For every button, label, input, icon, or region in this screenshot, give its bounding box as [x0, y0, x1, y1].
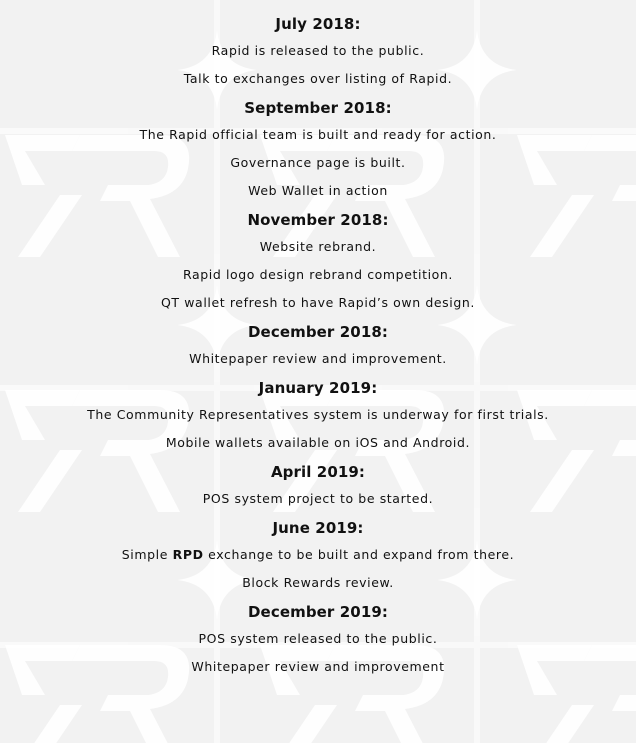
- milestone-list: [0, 239, 636, 311]
- milestone-text: Simple: [121, 547, 173, 562]
- period-heading: July 2018:: [275, 15, 361, 33]
- roadmap-section: [0, 378, 636, 451]
- milestone-item: Website rebrand.: [259, 239, 377, 254]
- milestone-item: [0, 547, 636, 563]
- milestone-list: [0, 407, 636, 451]
- period-heading: December 2018:: [248, 323, 388, 341]
- milestone-item: Rapid is released to the public.: [211, 43, 425, 58]
- milestone-item: Whitepaper review and improvement: [191, 659, 445, 674]
- roadmap-section: [0, 14, 636, 87]
- milestone-item: Block Rewards review.: [242, 575, 394, 590]
- period-heading: November 2018:: [247, 211, 389, 229]
- roadmap-section: [0, 518, 636, 591]
- milestone-list: [0, 351, 636, 367]
- milestone-item: Whitepaper review and improvement.: [189, 351, 447, 366]
- milestone-item: QT wallet refresh to have Rapid’s own design.: [160, 295, 475, 310]
- period-heading: December 2019:: [248, 603, 388, 621]
- period-heading: June 2019:: [272, 519, 364, 537]
- milestone-item: Mobile wallets available on iOS and Android.: [165, 435, 471, 450]
- milestone-item: The Community Representatives system is underway for first trials.: [87, 407, 549, 422]
- period-heading: April 2019:: [270, 463, 366, 481]
- milestone-item: Rapid logo design rebrand competition.: [182, 267, 454, 282]
- milestone-list: [0, 491, 636, 507]
- period-heading: September 2018:: [244, 99, 392, 117]
- milestone-item: Web Wallet in action: [248, 183, 388, 198]
- roadmap-section: [0, 602, 636, 675]
- milestone-list: [0, 631, 636, 675]
- roadmap-section: [0, 462, 636, 507]
- ticker-symbol: RPD: [172, 547, 204, 562]
- milestone-list: [0, 547, 636, 591]
- milestone-item: The Rapid official team is built and ready for action.: [139, 127, 497, 142]
- milestone-item: Governance page is built.: [230, 155, 406, 170]
- milestone-list: [0, 43, 636, 87]
- milestone-text: exchange to be built and expand from there.: [203, 547, 515, 562]
- roadmap-section: [0, 98, 636, 199]
- milestone-item: POS system project to be started.: [202, 491, 434, 506]
- roadmap-section: [0, 210, 636, 311]
- milestone-item: Talk to exchanges over listing of Rapid.: [183, 71, 453, 86]
- roadmap-section: [0, 322, 636, 367]
- milestone-item: POS system released to the public.: [198, 631, 438, 646]
- period-heading: January 2019:: [258, 379, 378, 397]
- milestone-list: [0, 127, 636, 199]
